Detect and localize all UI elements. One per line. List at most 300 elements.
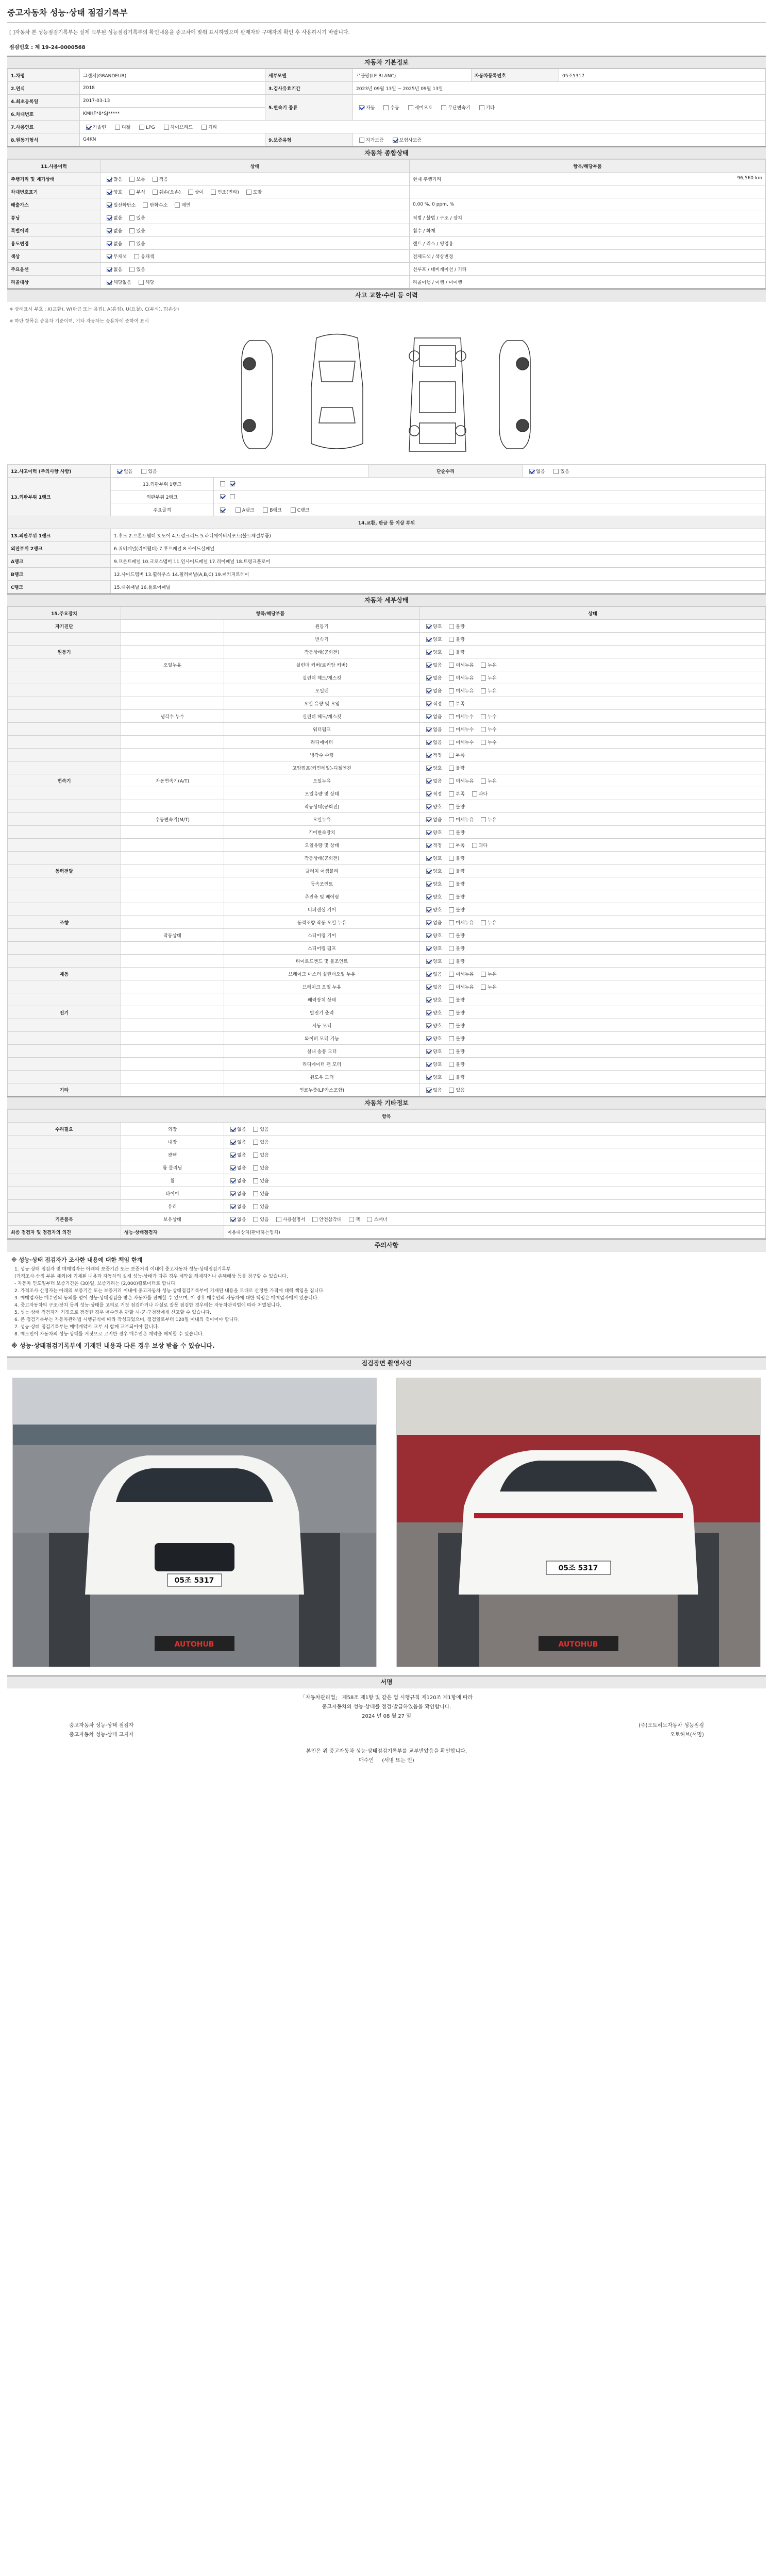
general-detail-value: 96,560 km	[737, 175, 762, 181]
note-item: 6. 본 점검기록부는 자동차관리법 시행규칙에 따라 작성되었으며, 점검일로부터 120일 이내의 것이어야 합니다.	[14, 1317, 240, 1323]
detail-checkbox[interactable]	[449, 675, 454, 681]
general-checkbox[interactable]	[129, 267, 135, 272]
detail-checkbox[interactable]	[426, 882, 431, 887]
car-damage-diagram	[7, 325, 766, 464]
fuel-checkbox[interactable]	[164, 125, 169, 130]
transmission-option: 자동	[366, 106, 375, 111]
frame-option: C랭크	[297, 507, 310, 513]
detail-row	[8, 993, 766, 1006]
frame-checkbox[interactable]	[263, 507, 268, 513]
detail-option: 양호	[433, 869, 442, 874]
general-checkbox[interactable]	[153, 190, 158, 195]
detail-checkbox[interactable]	[426, 830, 431, 835]
detail-checkbox[interactable]	[449, 946, 454, 951]
frame-checkbox[interactable]	[236, 507, 241, 513]
detail-subgroup: 오일누유	[121, 658, 224, 671]
detail-checkbox[interactable]	[472, 843, 477, 848]
general-checkbox[interactable]	[129, 190, 135, 195]
other-checkbox[interactable]	[230, 1127, 236, 1132]
car-name-value: 그랜저(GRANDEUR)	[80, 69, 265, 82]
detail-row	[8, 1006, 766, 1019]
detail-option: 없음	[433, 688, 442, 694]
transmission-checkbox[interactable]	[479, 105, 484, 110]
other-checkbox[interactable]	[367, 1217, 372, 1222]
detail-checkbox[interactable]	[449, 663, 454, 668]
detail-options	[420, 658, 766, 671]
detail-group	[8, 852, 121, 865]
detail-option: 미세누유	[456, 920, 474, 926]
detail-item: 배력장치 상태	[224, 993, 420, 1006]
detail-checkbox[interactable]	[449, 997, 454, 1003]
frame-option: B랭크	[270, 507, 282, 513]
general-checkbox[interactable]	[129, 241, 135, 246]
detail-subgroup	[121, 671, 224, 684]
general-checkbox[interactable]	[211, 190, 216, 195]
detail-checkbox[interactable]	[449, 650, 454, 655]
detail-option: 누유	[488, 920, 497, 926]
detail-checkbox[interactable]	[481, 985, 486, 990]
other-checkbox[interactable]	[253, 1165, 258, 1171]
detail-group	[8, 826, 121, 839]
other-option: 스패너	[374, 1217, 388, 1223]
general-row-options	[100, 224, 410, 237]
detail-checkbox[interactable]	[449, 856, 454, 861]
detail-checkbox[interactable]	[426, 714, 431, 719]
detail-checkbox[interactable]	[426, 946, 431, 951]
detail-checkbox[interactable]	[449, 804, 454, 809]
detail-checkbox[interactable]	[426, 817, 431, 822]
fuel-option: LPG	[146, 125, 155, 130]
detail-item: 브레이크 오일 누유	[224, 980, 420, 993]
detail-checkbox[interactable]	[449, 1075, 454, 1080]
detail-subgroup	[121, 980, 224, 993]
detail-item: 동력조향 작동 오일 누유	[224, 916, 420, 929]
detail-options	[420, 1045, 766, 1058]
general-checkbox[interactable]	[175, 202, 180, 208]
other-checkbox[interactable]	[253, 1127, 258, 1132]
detail-checkbox[interactable]	[426, 701, 431, 706]
other-row	[8, 1136, 766, 1148]
other-checkbox[interactable]	[349, 1217, 354, 1222]
general-row	[8, 211, 766, 224]
outer-rank-label: 13.외판부위 1랭크	[8, 478, 111, 516]
detail-checkbox[interactable]	[426, 959, 431, 964]
detail-options	[420, 839, 766, 852]
other-option: 잭	[355, 1217, 360, 1223]
detail-checkbox[interactable]	[426, 1062, 431, 1067]
detail-option: 누수	[488, 740, 497, 745]
detail-option: 불량	[456, 907, 465, 913]
detail-checkbox[interactable]	[449, 972, 454, 977]
other-checkbox[interactable]	[230, 1217, 236, 1222]
outer-rank1-checkbox[interactable]	[230, 481, 235, 486]
detail-checkbox[interactable]	[426, 624, 431, 629]
detail-option: 양호	[433, 1049, 442, 1055]
other-checkbox[interactable]	[253, 1217, 258, 1222]
detail-option: 적정	[433, 701, 442, 707]
detail-checkbox[interactable]	[481, 675, 486, 681]
rank-a-parts: 9.프론트패널 10.크로스멤버 11.인사이드패널 17.리어패널 18.트렁크플로어	[111, 555, 766, 568]
detail-option: 미세누유	[456, 688, 474, 694]
detail-subgroup	[121, 787, 224, 800]
general-checkbox[interactable]	[188, 190, 193, 195]
detail-checkbox[interactable]	[449, 830, 454, 835]
detail-option: 양호	[433, 1075, 442, 1080]
detail-option: 적정	[433, 843, 442, 849]
simple-repair-checkbox[interactable]	[553, 469, 559, 474]
rank-c-parts: 15.대쉬패널 16.플로어패널	[111, 581, 766, 594]
detail-checkbox[interactable]	[481, 817, 486, 822]
general-row-options	[100, 276, 410, 289]
general-option: 없음	[113, 241, 123, 247]
other-group	[8, 1174, 121, 1187]
detail-checkbox[interactable]	[426, 869, 431, 874]
other-options	[224, 1213, 766, 1226]
detail-checkbox[interactable]	[449, 688, 454, 693]
general-row-label: 특별이력	[8, 224, 100, 237]
detail-subgroup	[121, 826, 224, 839]
general-checkbox[interactable]	[107, 190, 112, 195]
detail-checkbox[interactable]	[449, 843, 454, 848]
detail-checkbox[interactable]	[426, 1088, 431, 1093]
detail-checkbox[interactable]	[481, 663, 486, 668]
detail-checkbox[interactable]	[481, 920, 486, 925]
outer-rank1-options	[214, 478, 766, 490]
detail-checkbox[interactable]	[426, 766, 431, 771]
detail-checkbox[interactable]	[426, 675, 431, 681]
other-checkbox[interactable]	[253, 1178, 258, 1183]
sign-date: 2024 년 08 월 27 일	[362, 1714, 411, 1719]
detail-options	[420, 1083, 766, 1096]
general-checkbox[interactable]	[129, 177, 135, 182]
other-checkbox[interactable]	[253, 1191, 258, 1196]
detail-checkbox[interactable]	[426, 753, 431, 758]
simple-repair-options	[523, 465, 766, 478]
other-checkbox[interactable]	[276, 1217, 281, 1222]
other-options	[224, 1174, 766, 1187]
detail-group	[8, 980, 121, 993]
accident-checkbox[interactable]	[117, 469, 122, 474]
detail-checkbox[interactable]	[426, 907, 431, 912]
detail-row	[8, 852, 766, 865]
detail-checkbox[interactable]	[481, 688, 486, 693]
general-checkbox[interactable]	[129, 228, 135, 233]
detail-checkbox[interactable]	[449, 933, 454, 938]
detail-group	[8, 942, 121, 955]
other-option: 있음	[260, 1178, 269, 1184]
outer-rank2-checkbox[interactable]	[230, 494, 235, 499]
general-option: 많음	[113, 177, 123, 182]
detail-checkbox[interactable]	[426, 1023, 431, 1028]
general-option: 도말	[253, 190, 262, 195]
note-item: - 자동차 인도일부터 보증기간은 (30)일, 보증거리는 (2,000)킬로미터로 합니다.	[14, 1281, 177, 1286]
detail-item: 오일누유	[224, 813, 420, 826]
detail-checkbox[interactable]	[449, 740, 454, 745]
detail-options	[420, 697, 766, 710]
detail-group	[8, 633, 121, 646]
detail-group	[8, 684, 121, 697]
outer-rank1-checkbox[interactable]	[220, 481, 225, 486]
general-option: 있음	[136, 228, 145, 234]
general-checkbox[interactable]	[139, 280, 144, 285]
detail-checkbox[interactable]	[449, 907, 454, 912]
other-group	[8, 1148, 121, 1161]
detail-option: 불량	[456, 624, 465, 630]
detail-option: 불량	[456, 946, 465, 952]
accident-checkbox[interactable]	[141, 469, 146, 474]
sign-inspector-org: (주)오토허브자동차 성능점검	[638, 1723, 704, 1728]
detail-item: 오일유량 및 상태	[224, 839, 420, 852]
detail-checkbox[interactable]	[481, 727, 486, 732]
fuel-checkbox[interactable]	[115, 125, 120, 130]
detail-checkbox[interactable]	[426, 637, 431, 642]
detail-checkbox[interactable]	[449, 778, 454, 784]
detail-checkbox[interactable]	[426, 650, 431, 655]
detail-checkbox[interactable]	[472, 791, 477, 796]
sign-inspector-label: 중고자동차 성능·상태 점검자	[69, 1723, 134, 1728]
fuel-checkbox[interactable]	[139, 125, 144, 130]
transmission-checkbox[interactable]	[408, 105, 413, 110]
detail-item: 스티어링 펌프	[224, 942, 420, 955]
general-checkbox[interactable]	[107, 267, 112, 272]
other-checkbox[interactable]	[230, 1178, 236, 1183]
transmission-checkbox[interactable]	[359, 105, 364, 110]
detail-subgroup	[121, 736, 224, 749]
other-checkbox[interactable]	[230, 1153, 236, 1158]
frame-checkbox[interactable]	[291, 507, 296, 513]
general-checkbox[interactable]	[107, 215, 112, 221]
simple-repair-checkbox[interactable]	[529, 469, 534, 474]
detail-option: 불량	[456, 1049, 465, 1055]
detail-checkbox[interactable]	[449, 791, 454, 796]
detail-item: 실린더 커버(로커암 커버)	[224, 658, 420, 671]
general-checkbox[interactable]	[107, 254, 112, 259]
general-checkbox[interactable]	[107, 202, 112, 208]
simple-repair-option: 있음	[560, 469, 569, 474]
detail-option: 미세누수	[456, 740, 474, 745]
detail-checkbox[interactable]	[426, 804, 431, 809]
detail-checkbox[interactable]	[426, 1036, 431, 1041]
other-options	[224, 1187, 766, 1200]
general-option: 있음	[136, 215, 145, 221]
sign-inspector-row	[7, 1721, 766, 1731]
transmission-checkbox[interactable]	[383, 105, 389, 110]
detail-option: 불량	[456, 997, 465, 1003]
fuel-checkbox[interactable]	[86, 125, 91, 130]
detail-checkbox[interactable]	[449, 985, 454, 990]
warranty-checkbox[interactable]	[393, 138, 398, 143]
general-option: 없음	[113, 215, 123, 221]
general-checkbox[interactable]	[143, 202, 148, 208]
other-option: 사용설명서	[282, 1217, 306, 1223]
detail-item: 변속기	[224, 633, 420, 646]
general-checkbox[interactable]	[107, 241, 112, 246]
detail-checkbox[interactable]	[449, 766, 454, 771]
detail-row	[8, 697, 766, 710]
simple-repair-option: 없음	[536, 469, 545, 474]
detail-row	[8, 980, 766, 993]
detail-item: 윈도우 모터	[224, 1071, 420, 1083]
detail-checkbox[interactable]	[449, 869, 454, 874]
damage-legend: ※ 상태표시 부호 : X(교환), W(판금 또는 용접), A(흠집), U(요철), C(부식), T(손상)	[9, 307, 179, 312]
detail-checkbox[interactable]	[449, 1049, 454, 1054]
general-checkbox[interactable]	[107, 280, 112, 285]
general-option: 해당없음	[113, 280, 131, 285]
detail-checkbox[interactable]	[449, 637, 454, 642]
other-checkbox[interactable]	[230, 1191, 236, 1196]
detail-option: 양호	[433, 882, 442, 887]
other-row	[8, 1148, 766, 1161]
general-option: 매연	[181, 202, 191, 208]
general-checkbox[interactable]	[246, 190, 251, 195]
detail-group	[8, 671, 121, 684]
transmission-checkbox[interactable]	[441, 105, 446, 110]
detail-checkbox[interactable]	[426, 997, 431, 1003]
other-checkbox[interactable]	[253, 1204, 258, 1209]
other-item: 내장	[121, 1136, 224, 1148]
fuel-checkbox[interactable]	[201, 125, 207, 130]
general-checkbox[interactable]	[107, 228, 112, 233]
detail-options	[420, 1058, 766, 1071]
detail-checkbox[interactable]	[449, 1023, 454, 1028]
general-checkbox[interactable]	[153, 177, 158, 182]
detail-option: 부족	[456, 753, 465, 758]
detail-group: 자기진단	[8, 620, 121, 633]
other-checkbox[interactable]	[230, 1204, 236, 1209]
detail-checkbox[interactable]	[426, 894, 431, 900]
detail-options	[420, 710, 766, 723]
detail-option: 불량	[456, 869, 465, 874]
other-checkbox[interactable]	[253, 1153, 258, 1158]
detail-row	[8, 749, 766, 761]
general-checkbox[interactable]	[134, 254, 139, 259]
detail-group	[8, 1058, 121, 1071]
detail-checkbox[interactable]	[449, 1036, 454, 1041]
detail-checkbox[interactable]	[426, 985, 431, 990]
general-checkbox[interactable]	[129, 215, 135, 221]
other-checkbox[interactable]	[253, 1140, 258, 1145]
detail-subgroup	[121, 1045, 224, 1058]
general-col-item: 11.사용이력	[8, 160, 100, 173]
detail-subgroup	[121, 761, 224, 774]
other-checkbox[interactable]	[230, 1140, 236, 1145]
detail-checkbox[interactable]	[481, 972, 486, 977]
detail-item: 등속조인트	[224, 877, 420, 890]
detail-checkbox[interactable]	[426, 1075, 431, 1080]
detail-subgroup: 자동변속기(A/T)	[121, 774, 224, 787]
fuel-option: 디젤	[121, 125, 131, 130]
detail-checkbox[interactable]	[426, 933, 431, 938]
detail-checkbox[interactable]	[449, 882, 454, 887]
notice-text: [ ]자동차 본 성능점검기록부는 실제 교부된 성능점검기록부의 확인내용을 중고차에 맞춰 표시하였으며 판매자와 구매자의 확인 후 사용하시기 바랍니다.	[9, 30, 350, 36]
general-option: 적음	[159, 177, 169, 182]
detail-checkbox[interactable]	[449, 624, 454, 629]
detail-subgroup	[121, 890, 224, 903]
sign-appraiser-org: 오토허브(서명)	[670, 1732, 704, 1738]
fuel-options	[80, 121, 766, 133]
damage-legend-note: ※ 하단 항목은 승용차 기준이며, 기타 자동차는 승용차에 준하여 표시	[9, 319, 149, 324]
warranty-checkbox[interactable]	[359, 138, 364, 143]
detail-checkbox[interactable]	[426, 791, 431, 796]
detail-checkbox[interactable]	[449, 1088, 454, 1093]
detail-subgroup	[121, 1071, 224, 1083]
other-item: 휠	[121, 1174, 224, 1187]
general-row-options	[100, 237, 410, 250]
other-option: 없음	[237, 1178, 246, 1184]
detail-checkbox[interactable]	[426, 1049, 431, 1054]
detail-checkbox[interactable]	[449, 1062, 454, 1067]
detail-checkbox[interactable]	[449, 753, 454, 758]
detail-checkbox[interactable]	[426, 972, 431, 977]
rear-photo	[396, 1378, 761, 1667]
fuel-label: 7.사용연료	[8, 121, 80, 133]
detail-option: 미세누유	[456, 985, 474, 990]
general-option: 변조(변타)	[217, 190, 239, 195]
detail-item: 브레이크 마스터 실린더오일 누유	[224, 968, 420, 980]
vin-value: KMHF*8*SJ*****	[80, 108, 265, 121]
detail-option: 없음	[433, 985, 442, 990]
detail-checkbox[interactable]	[449, 727, 454, 732]
general-row-label: 차대번호표기	[8, 185, 100, 198]
detail-checkbox[interactable]	[481, 778, 486, 784]
detail-checkbox[interactable]	[426, 920, 431, 925]
detail-checkbox[interactable]	[449, 959, 454, 964]
car-rear-photo-icon	[397, 1378, 760, 1667]
detail-options	[420, 852, 766, 865]
section-notes: 주의사항	[7, 1239, 766, 1251]
detail-subgroup	[121, 877, 224, 890]
rank2-parts: 6.쿼터패널(리어휀더) 7.루프패널 8.사이드실패널	[111, 542, 766, 555]
note-item: 3. 매매업자는 매수인의 동의를 얻어 성능·상태점검을 받은 자동차를 판매할 수 있으며, 이 경우 매수인의 자동차에 대한 책임은 매매업자에게 있습니다.	[14, 1296, 319, 1301]
frame-checkbox[interactable]	[220, 507, 225, 513]
detail-item: 고압펌프(커먼레일)-디젤엔진	[224, 761, 420, 774]
general-row-label: 리콜대상	[8, 276, 100, 289]
detail-checkbox[interactable]	[449, 701, 454, 706]
detail-checkbox[interactable]	[449, 714, 454, 719]
detail-checkbox[interactable]	[426, 1010, 431, 1015]
detail-checkbox[interactable]	[426, 740, 431, 745]
section-basic-info: 자동차 기본정보	[7, 56, 766, 69]
general-row-detail	[410, 211, 766, 224]
detail-row	[8, 890, 766, 903]
detail-option: 불량	[456, 1075, 465, 1080]
detail-checkbox[interactable]	[449, 817, 454, 822]
detail-subgroup	[121, 800, 224, 813]
detail-checkbox[interactable]	[481, 714, 486, 719]
detail-checkbox[interactable]	[449, 920, 454, 925]
other-checkbox[interactable]	[312, 1217, 317, 1222]
other-row	[8, 1213, 766, 1226]
detail-checkbox[interactable]	[426, 856, 431, 861]
outer-rank2-checkbox[interactable]	[220, 494, 225, 499]
detail-option: 미세누유	[456, 972, 474, 977]
detail-checkbox[interactable]	[426, 663, 431, 668]
detail-checkbox[interactable]	[481, 740, 486, 745]
detail-checkbox[interactable]	[449, 1010, 454, 1015]
detail-checkbox[interactable]	[426, 727, 431, 732]
general-checkbox[interactable]	[107, 177, 112, 182]
first-reg-label: 4.최초등록일	[8, 95, 80, 108]
detail-checkbox[interactable]	[426, 688, 431, 693]
other-checkbox[interactable]	[230, 1165, 236, 1171]
general-detail-label: 적법 / 불법 / 구조 / 장치	[413, 215, 462, 221]
detail-checkbox[interactable]	[426, 778, 431, 784]
detail-options	[420, 826, 766, 839]
detail-option: 불량	[456, 1023, 465, 1029]
detail-checkbox[interactable]	[426, 843, 431, 848]
detail-checkbox[interactable]	[449, 894, 454, 900]
detail-group	[8, 749, 121, 761]
